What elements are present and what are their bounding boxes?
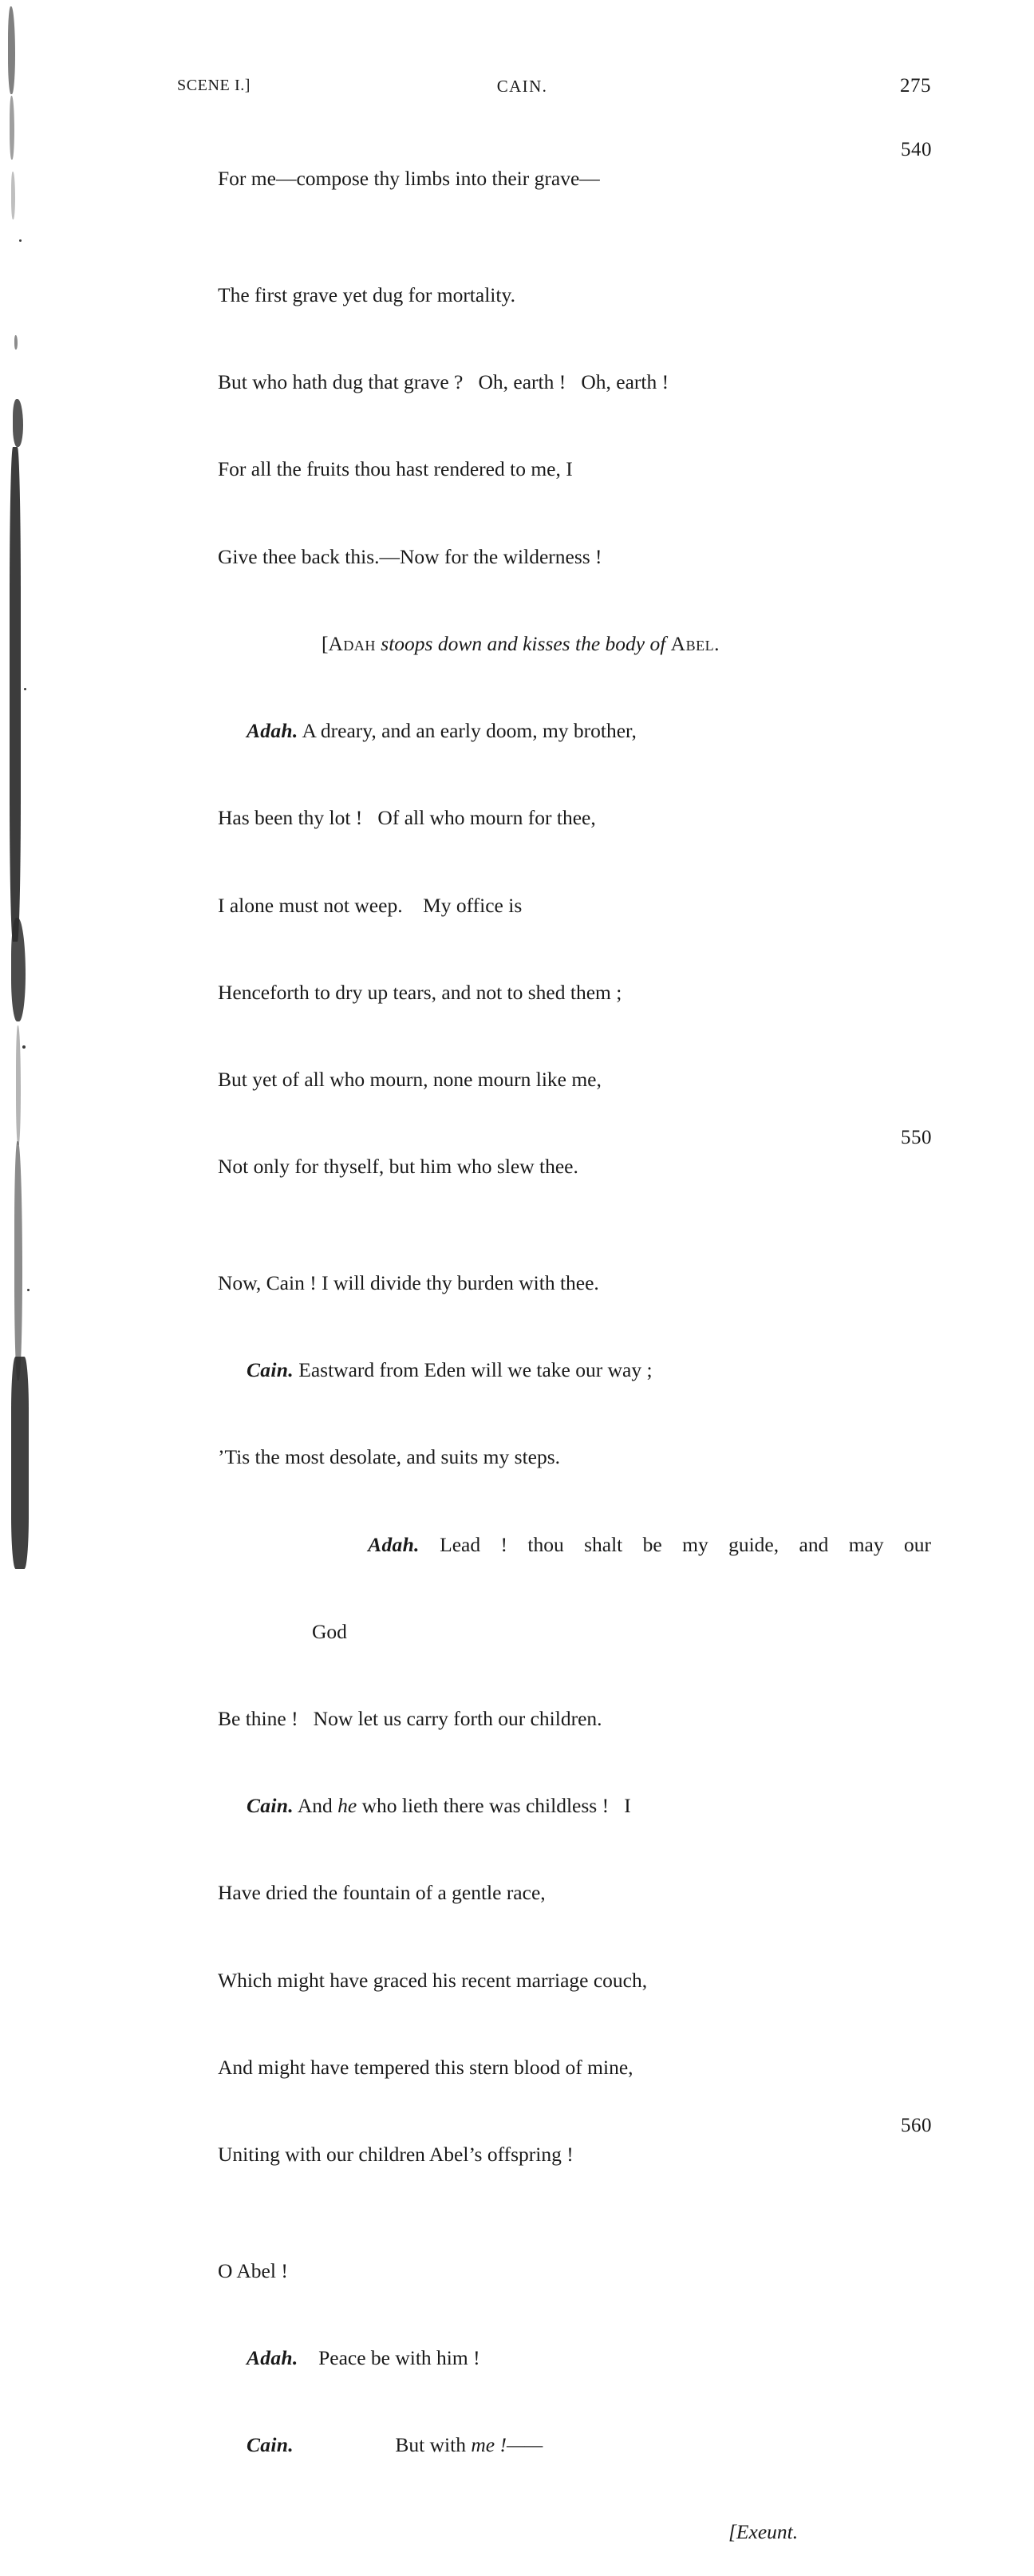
verse-line: Not only for thyself, but him who slew thee. 550 — [177, 1124, 931, 1240]
verse-line: Now, Cain ! I will divide thy burden with thee. — [218, 1270, 599, 1294]
emphasis: me !—— — [471, 2433, 543, 2457]
line-number: 560 — [901, 2114, 932, 2136]
verse-line: But yet of all who mourn, none mourn like me, — [218, 1068, 602, 1091]
speaker-label: Cain. — [247, 2433, 294, 2457]
verse-line: Give thee back this.—Now for the wilderness ! — [218, 544, 602, 568]
verse-line: For all the fruits thou hast rendered to me, I — [218, 457, 573, 481]
verse-line: Uniting with our children Abel’s offspring ! 560 — [177, 2112, 931, 2228]
verse-line-speech: Cain. And he who lieth there was childless ! I — [247, 1794, 631, 1818]
line-number: 540 — [901, 139, 932, 160]
stage-direction: [Adah stoops down and kisses the body of Abel. — [322, 631, 720, 655]
scene-marker: SCENE I.] — [177, 77, 251, 94]
scan-edge-artifacts — [0, 0, 48, 1569]
verse-line: The first grave yet dug for mortality. — [218, 283, 515, 307]
verse-line: O Abel ! — [218, 2258, 288, 2282]
line-number: 550 — [901, 1126, 932, 1148]
page-title: CAIN. — [496, 77, 548, 96]
verse-line: Henceforth to dry up tears, and not to shed them ; — [218, 980, 622, 1004]
verse-line-speech: Cain. Eastward from Eden will we take our way ; — [247, 1358, 653, 1382]
exeunt-direction: [Exeunt. — [728, 2520, 799, 2544]
speaker-label: Cain. — [247, 1794, 294, 1818]
speaker-label: Adah. — [368, 1532, 420, 1556]
verse-line: Which might have graced his recent marriage couch, — [218, 1968, 648, 1992]
page-content — [177, 77, 931, 2576]
verse-line-speech: Adah. Peace be with him ! — [247, 2345, 480, 2369]
speaker-label: Adah. — [247, 719, 298, 743]
speaker-label: Adah. — [247, 2345, 298, 2369]
verse-line: For me—compose thy limbs into their grave— 540 — [177, 136, 931, 252]
character-name-adah: Adah — [328, 631, 376, 655]
running-head — [177, 77, 931, 109]
verse-line: But who hath dug that grave ? Oh, earth ! Oh, earth ! — [218, 370, 669, 394]
verse-line: Has been thy lot ! Of all who mourn for thee, — [218, 806, 596, 830]
verse-line-speech: Cain. But with me !—— — [247, 2433, 543, 2457]
verse-line: ’Tis the most desolate, and suits my steps. — [218, 1445, 561, 1469]
verse-line: And might have tempered this stern blood of mine, — [218, 2055, 633, 2079]
speaker-label: Cain. — [247, 1358, 294, 1382]
verse-line-speech: Adah. A dreary, and an early doom, my brother, — [247, 719, 637, 743]
page-number: 275 — [900, 75, 931, 97]
verse-line: I alone must not weep. My office is — [218, 893, 523, 917]
verse-line: Be thine ! Now let us carry forth our children. — [218, 1706, 602, 1730]
character-name-abel: Abel. — [670, 631, 720, 655]
verse-line: Have dried the fountain of a gentle race, — [218, 1881, 546, 1905]
verse-line-speech: Adah. Lead ! thou shalt be my guide, and may our — [368, 1532, 932, 1556]
verse-block — [177, 136, 931, 2576]
emphasis: he — [337, 1794, 357, 1818]
verse-line: God — [312, 1619, 347, 1643]
